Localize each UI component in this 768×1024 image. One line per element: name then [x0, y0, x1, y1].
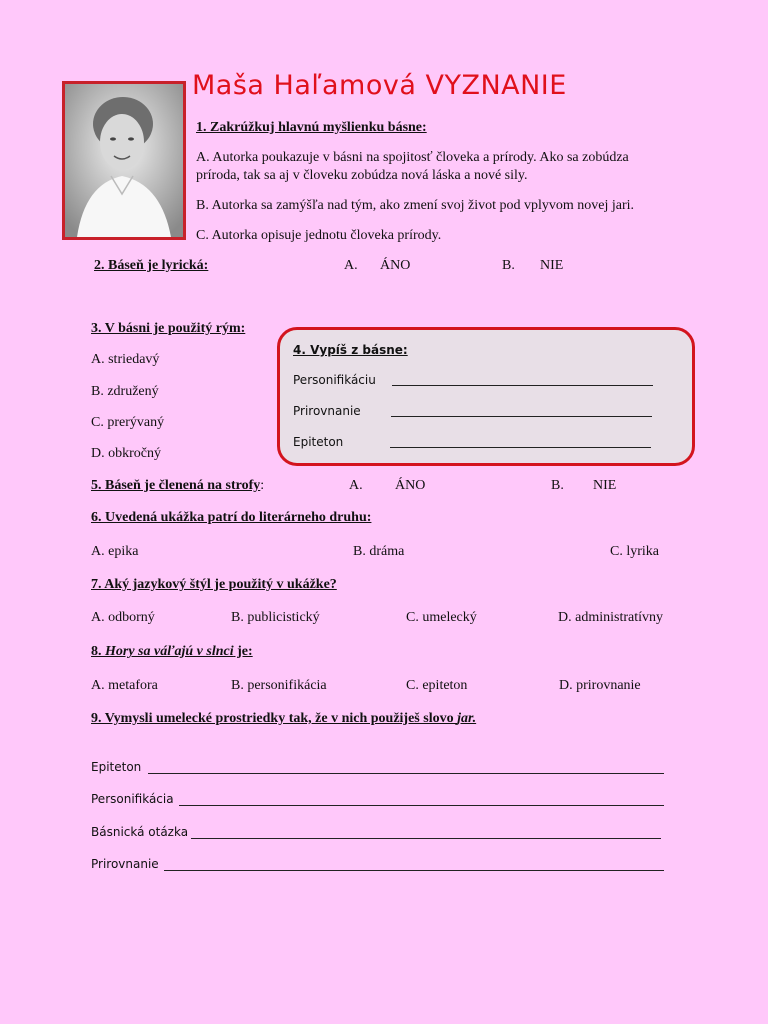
- q8-option-d[interactable]: D. prirovnanie: [559, 678, 641, 693]
- q3-option-d[interactable]: D. obkročný: [91, 446, 161, 461]
- q2-option-a[interactable]: ÁNO: [380, 258, 411, 273]
- q9-label-prirovnanie: Prirovnanie: [91, 857, 159, 871]
- q7-option-d[interactable]: D. administratívny: [558, 610, 663, 625]
- q2-heading: 2. Báseň je lyrická:: [94, 258, 209, 273]
- q5-option-b-letter[interactable]: B.: [551, 478, 564, 493]
- q9-word: jar.: [457, 711, 477, 726]
- author-portrait-image: [65, 84, 183, 237]
- q9-label-epiteton: Epiteton: [91, 760, 142, 774]
- q4-answer-line-prirovnanie[interactable]: [391, 405, 652, 417]
- q2-option-a-letter[interactable]: A.: [344, 258, 358, 273]
- q1-option-a-line1[interactable]: A. Autorka poukazuje v básni na spojitosť človeka a prírody. Ako sa zobúdza: [196, 150, 629, 165]
- q9-heading-text: 9. Vymysli umelecké prostriedky tak, že v nich použiješ slovo: [91, 711, 458, 726]
- q1-option-b[interactable]: B. Autorka sa zamýšľa nad tým, ako zmení svoj život pod vplyvom novej jari.: [196, 198, 635, 213]
- q6-heading: 6. Uvedená ukážka patrí do literárneho druhu:: [91, 510, 372, 525]
- q2-option-b[interactable]: NIE: [540, 258, 564, 273]
- q8-rest: je:: [233, 644, 253, 659]
- q5-heading-wrap: [91, 478, 264, 494]
- q4-label-epiteton: Epiteton: [293, 435, 344, 449]
- q5-option-b[interactable]: NIE: [593, 478, 617, 493]
- q1-heading: 1. Zakrúžkuj hlavnú myšlienku básne:: [196, 120, 427, 135]
- q5-colon: :: [260, 478, 265, 493]
- q9-answer-line-personifikacia[interactable]: [179, 794, 664, 806]
- q7-option-c[interactable]: C. umelecký: [406, 610, 477, 625]
- q4-label-prirovnanie: Prirovnanie: [293, 404, 361, 418]
- q3-option-c[interactable]: C. prerývaný: [91, 415, 165, 430]
- q5-option-a-letter[interactable]: A.: [349, 478, 363, 493]
- q9-label-basnicka-otazka: Básnická otázka: [91, 825, 189, 839]
- q6-option-a[interactable]: A. epika: [91, 544, 139, 559]
- q9-label-personifikacia: Personifikácia: [91, 792, 174, 806]
- q5-option-a[interactable]: ÁNO: [395, 478, 426, 493]
- q9-answer-line-epiteton[interactable]: [148, 762, 664, 774]
- q3-option-b[interactable]: B. združený: [91, 384, 159, 399]
- q8-number: 8.: [91, 644, 105, 659]
- q7-heading: 7. Aký jazykový štýl je použitý v ukážke?: [91, 577, 337, 592]
- q8-option-b[interactable]: B. personifikácia: [231, 678, 327, 693]
- q1-option-c[interactable]: C. Autorka opisuje jednotu človeka prírody.: [196, 228, 442, 243]
- author-photo: [62, 81, 186, 240]
- q8-option-c[interactable]: C. epiteton: [406, 678, 468, 693]
- q9-answer-line-prirovnanie[interactable]: [164, 859, 664, 871]
- q4-answer-line-epiteton[interactable]: [390, 436, 651, 448]
- q3-heading: 3. V básni je použitý rým:: [91, 321, 246, 336]
- q5-heading: 5. Báseň je členená na strofy: [91, 478, 261, 493]
- q1-option-a-line2[interactable]: príroda, tak sa aj v človeku zobúdza nová láska a nové sily.: [196, 168, 528, 183]
- q9-answer-line-basnicka-otazka[interactable]: [191, 827, 661, 839]
- q3-option-a[interactable]: A. striedavý: [91, 352, 160, 367]
- q6-option-c[interactable]: C. lyrika: [610, 544, 659, 559]
- q7-option-a[interactable]: A. odborný: [91, 610, 155, 625]
- page-title: Maša Haľamová VYZNANIE: [192, 70, 567, 101]
- q9-heading: [91, 711, 476, 727]
- q4-heading: 4. Vypíš z básne:: [293, 343, 408, 357]
- q8-heading: [91, 644, 253, 660]
- q7-option-b[interactable]: B. publicistický: [231, 610, 320, 625]
- q8-option-a[interactable]: A. metafora: [91, 678, 158, 693]
- q4-label-personifikacia: Personifikáciu: [293, 373, 376, 387]
- q4-answer-line-personifikacia[interactable]: [392, 374, 653, 386]
- q8-phrase: Hory sa váľajú v slnci: [105, 644, 234, 659]
- q2-option-b-letter[interactable]: B.: [502, 258, 515, 273]
- q6-option-b[interactable]: B. dráma: [353, 544, 405, 559]
